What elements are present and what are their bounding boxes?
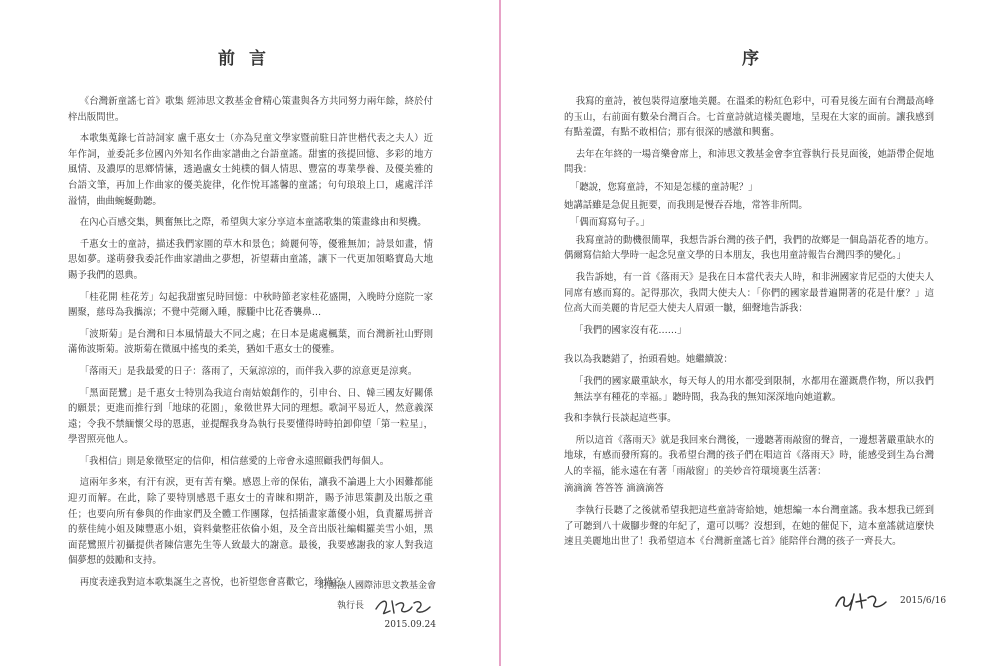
paragraph: 「波斯菊」是台灣和日本風情最大不同之處；在日本是處處楓葉，而台灣新社山野則滿佈波斯菊。波斯菊在微風中搖曳的柔美，猶如千惠女士的優雅。 <box>68 328 433 356</box>
paragraph: 「聽說，您寫童詩，不知是怎樣的童詩呢？」 <box>570 181 758 193</box>
paragraph: 《台灣新童謠七首》歌集 經沛思文教基金會精心策畫與各方共同努力兩年餘，終於付梓出版問世。 <box>68 96 433 123</box>
paragraph: 千惠女士的童詩，描述我們家園的草木和景色；綺麗何等，優雅無加；詩景如畫，情思如夢。遂萌發我委託作曲家譜曲之夢想，祈望藉由童謠，讓下一代更加領略寶島大地賜予我們的恩典。 <box>68 238 433 281</box>
organization-name: 財團法人國際沛思文教基金會 <box>318 581 436 591</box>
paragraph: 我告訴她，有一首《落雨天》是我在日本當代表夫人時，和非洲國家肯尼亞的大使夫人同席有感而寫的。記得那次，我問大使夫人：「你們的國家最普遍開著的花是什麼？」這位高大而美麗的肯尼亞大使夫人眉頭一皺，細聲地告訴我： <box>564 271 934 315</box>
paragraph: 在內心百感交集，興奮無比之際，希望與大家分享這本童謠歌集的策畫緣由和契機。 <box>79 217 427 229</box>
paragraph: 「黑面琵鷺」是千惠女士特別為我這台南姑娘創作的，引申台、日、韓三國友好關係的願景；更進而推行到「地球的花園」，象徵世界大同的理想。歌詞平易近人，然意義深遠；令我不禁緬懷父母的恩惠，並提醒我身為執行長要懂得時時拍卸仰望「第一粒星」，學習照亮他人。 <box>68 387 433 446</box>
handwritten-signature-icon <box>372 595 436 617</box>
paragraph: 再度表達我對這本歌集誕生之喜悅，也祈望您會喜歡它，珍惜它。 <box>79 577 352 589</box>
paragraph: 「桂花開 桂花芳」勾起我甜蜜兒時回憶：中秋時節老家桂花盛開，入晚時分庭院一家團聚，慈母為我攜涼；不覺中莞爾入睡，朦朧中比花香襲鼻… <box>68 291 433 319</box>
paragraph: 我寫童詩的動機很簡單，我想告訴台灣的孩子們，我們的故鄉是一個島語花香的地方。偶爾寫信給大學時一起念兒童文學的日本朋友，我也用童詩報告台灣四季的變化。」 <box>564 234 934 262</box>
left-page-body <box>68 94 433 597</box>
signature-line <box>240 595 436 617</box>
paragraph: 所以這首《落雨天》就是我回來台灣後，一邊聽著雨敲窗的聲音，一邊想著嚴重缺水的地球，有感而發所寫的。我希望台灣的孩子們在唱這首《落雨天》時，能感受到生為台灣人的幸福，能永遠在有著「雨敲窗」的美妙音符環境裏生活著： <box>564 434 934 477</box>
handwritten-signature-icon <box>832 588 890 614</box>
paragraph: 去年在年終的一場音樂會席上，和沛思文教基金會李宜蓉執行長見面後，她語帶企促地問我： <box>564 148 934 176</box>
right-page-heading: 序 <box>742 49 759 69</box>
paragraph: 本歌集蒐錄七首詩詞家 盧千惠女士（亦為兒童文學家暨前駐日許世楷代表之夫人）近年作詞，並委託多位國內外知名作曲家譜曲之台語童謠。甜蜜的孩提回憶、多彩的地方風情、及濃厚的思鄉情愫，透過盧女士純樸的個人情思、豐富的專業學養、及優美雅的台語文筆，再加上作曲家的優美旋律，化作悅耳謠馨的童謠；句句琅琅上口，處處洋洋溢情，曲曲蜿蜒動聽。 <box>68 133 433 207</box>
paragraph: 李執行長聽了之後就希望我把這些童詩寄給她，她想編一本台灣童謠。我本想我已經到了可聽到八十歲腳步聲的年紀了，還可以嗎？沒想到，在她的催促下，這本童謠就這麼快速且美麗地出世了！我希望這本《台灣新童謠七首》能陪伴台灣的孩子一齊長大。 <box>564 505 934 548</box>
right-page-foreword <box>502 0 1000 666</box>
date: 2015.09.24 <box>384 620 436 630</box>
page-divider <box>499 0 501 666</box>
left-signature-block <box>240 578 436 634</box>
paragraph: 這兩年多來，有汗有淚，更有苦有樂。感恩上帝的保佑，讓我不論遇上大小困難都能迎刃而解。在此，除了要特別感恩千惠女士的青睞和期許，賜予沛思策劃及出版之重任；也要向所有參與的作曲家們及全體工作團隊，包括插畫家蕭優小姐，負責羅馬拼音的蔡佳純小姐及陳豐惠小姐，資料彙整莊依倫小姐，及全音出版社編輯羅美雪小姐，黑面琵鷺照片初攝提供者陳信憲先生等人致最大的謝意。最後，我要感謝我的家人對我這個夢想的鼓勵和支持。 <box>68 477 433 567</box>
right-page-body <box>564 94 934 556</box>
paragraph: 「落雨天」是我最愛的日子：落雨了，天氣涼涼的，而伴我入夢的涼意更是涼爽。 <box>79 365 418 377</box>
paragraph: 滴滴滴 答答答 滴滴滴答 <box>564 483 664 495</box>
paragraph: 「偶而寫寫句子。」 <box>570 217 650 229</box>
paragraph: 她講話雖是急促且扼要，而我則是慢吞吞地，常答非所問。 <box>564 199 808 211</box>
paragraph: 我和李執行長談起這些事。 <box>564 413 677 425</box>
right-signature-block <box>832 588 972 614</box>
paragraph: 「我們的國家嚴重缺水，每天每人的用水都受到限制，水都用在灌溉農作物，所以我們無法享有種花的幸福。」聽時間，我為我的無知深深地向她道歉。 <box>574 375 934 403</box>
paragraph: 我以為我聽錯了，抬頭看她。她繼續說： <box>564 354 733 366</box>
paragraph: 我寫的童詩，被包裝得這麼地美麗。在溫柔的粉紅色彩中，可看見後左面有台灣最高峰的玉山，右前面有數朵台灣百合。七首童詩就這樣美麗地，呈現在大家的面前。讓我感到有點羞澀，有點不敢相信；那有很深的感激和興奮。 <box>564 96 934 139</box>
paragraph: 「我們的國家沒有花……」 <box>574 324 687 336</box>
date: 2015/6/16 <box>900 596 947 606</box>
title-label: 執行長 <box>336 600 364 611</box>
left-page-heading: 前言 <box>218 49 280 69</box>
paragraph: 「我相信」則是象徵堅定的信仰，相信慈愛的上帝會永遠照顧我們每個人。 <box>79 455 390 467</box>
